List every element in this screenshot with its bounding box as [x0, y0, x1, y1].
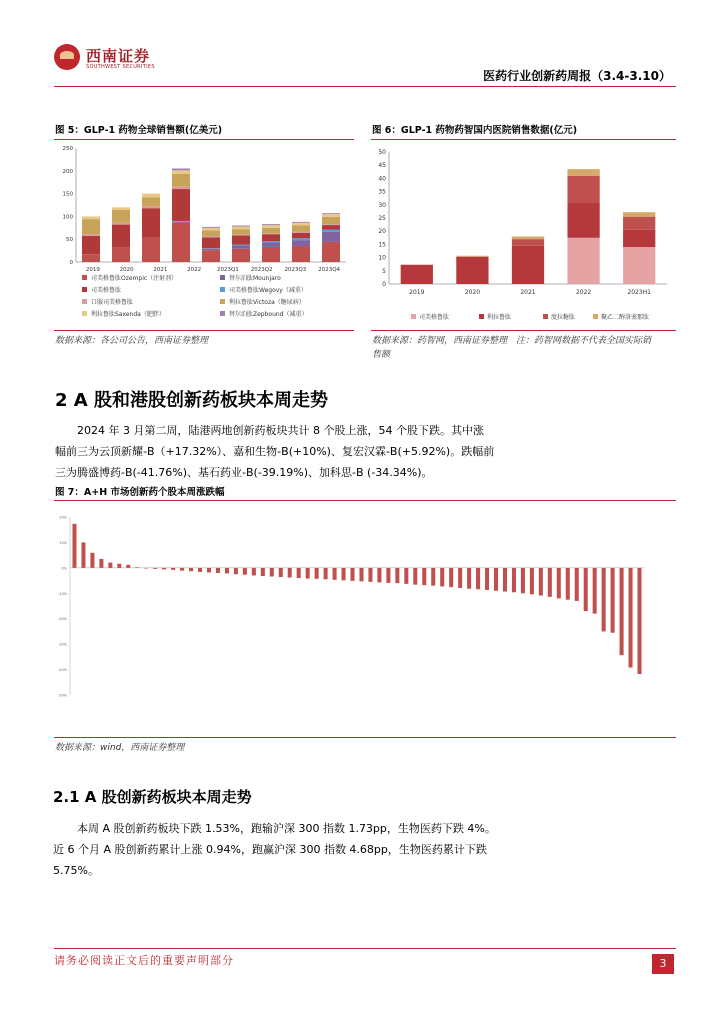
bar	[270, 568, 274, 577]
bar	[126, 565, 130, 568]
bar	[431, 568, 435, 586]
bar	[575, 568, 579, 601]
bar-segment	[142, 238, 160, 262]
bar-segment	[172, 169, 190, 171]
bar	[288, 568, 292, 578]
report-title: 医药行业创新药周报（3.4-3.10）	[483, 69, 671, 83]
legend-swatch	[82, 287, 87, 292]
bar	[261, 568, 265, 576]
bar-segment	[292, 246, 310, 262]
x-tick-label: 2021	[153, 267, 168, 273]
y-tick-label: 250	[62, 146, 73, 152]
bar	[368, 568, 372, 582]
bar	[297, 568, 301, 578]
x-tick-label: 2023H1	[627, 289, 652, 296]
bar	[252, 568, 256, 576]
bar	[108, 563, 112, 568]
bar	[539, 568, 543, 596]
bar-segment	[172, 170, 190, 174]
bar	[117, 564, 121, 568]
footer-disclaimer: 请务必阅读正文后的重要声明部分	[54, 954, 234, 967]
bar	[243, 568, 247, 575]
bar	[521, 568, 525, 593]
bar	[637, 568, 641, 674]
bar	[611, 568, 615, 633]
bar-segment	[262, 247, 280, 262]
bar	[207, 568, 211, 573]
bar-segment	[322, 230, 340, 232]
bar	[503, 568, 507, 592]
bar-segment	[142, 208, 160, 238]
bar	[440, 568, 444, 587]
brand-name: 西南证券	[86, 47, 151, 65]
bar	[395, 568, 399, 583]
bar	[315, 568, 319, 579]
bar-segment	[232, 235, 250, 236]
bar	[198, 568, 202, 572]
y-tick-label: 0%	[61, 566, 67, 571]
bar	[512, 568, 516, 592]
bar-segment	[82, 236, 100, 254]
brand-name-en: SOUTHWEST SECURITIES	[86, 64, 155, 70]
bar-segment	[292, 226, 310, 232]
footer-divider	[54, 948, 676, 949]
bar-segment	[322, 242, 340, 262]
bar	[306, 568, 310, 579]
section-paragraph	[55, 420, 521, 483]
bar-segment	[262, 224, 280, 225]
paragraph-line: 幅前三为云顶新耀-B（+17.32%）、嘉和生物-B(+10%)、复宏汉霖-B(+5.92%)。跌幅前	[55, 445, 495, 458]
x-tick-label: 2019	[85, 267, 100, 273]
x-tick-label: 2023Q3	[284, 267, 307, 273]
bar	[386, 568, 390, 583]
bar-segment	[112, 207, 130, 210]
y-tick-label: 10%	[59, 540, 67, 545]
bar-segment	[82, 234, 100, 236]
y-tick-label: -30%	[57, 642, 67, 647]
bar-segment	[456, 256, 488, 257]
x-tick-label: 2023Q4	[318, 267, 341, 273]
bar-segment	[232, 249, 250, 262]
bar	[171, 568, 175, 570]
legend-swatch	[82, 311, 87, 316]
bar	[404, 568, 408, 584]
bar-segment	[172, 189, 190, 221]
legend-label: 聚乙二醇洛塞那肽	[601, 314, 650, 321]
bar	[476, 568, 480, 589]
legend-label: 利拉鲁肽Victoza（糖尿病）	[229, 299, 305, 306]
bar-segment	[172, 174, 190, 187]
bar	[81, 542, 85, 567]
y-tick-label: 50	[378, 149, 386, 156]
bar-segment	[112, 210, 130, 223]
bar-segment	[232, 245, 250, 246]
bar-segment	[232, 246, 250, 249]
bar-segment	[512, 239, 544, 246]
bar	[225, 568, 229, 574]
bar-segment	[232, 226, 250, 229]
paragraph-line: 三为腾盛博药-B(-41.76%)、基石药业-B(-39.19%)、加科思-B (-34.34%)。	[55, 466, 433, 479]
bar	[377, 568, 381, 582]
bar-segment	[142, 206, 160, 208]
bar	[548, 568, 552, 597]
bar-segment	[623, 247, 655, 284]
figure6-divider	[371, 139, 676, 140]
bar	[324, 568, 328, 579]
bar-segment	[262, 234, 280, 241]
bar-segment	[292, 233, 310, 238]
bar-segment	[292, 238, 310, 240]
x-tick-label: 2022	[187, 267, 202, 273]
bar-segment	[512, 236, 544, 239]
bar-segment	[112, 223, 130, 225]
bar-segment	[567, 238, 599, 284]
figure6-bottom-divider	[371, 330, 676, 331]
bar-segment	[112, 247, 130, 262]
y-tick-label: 40	[378, 175, 386, 183]
bar-segment	[262, 228, 280, 233]
bar-segment	[322, 232, 340, 242]
bar	[135, 567, 139, 568]
bar-segment	[262, 241, 280, 242]
y-tick-label: 20	[378, 228, 386, 236]
bar	[180, 568, 184, 571]
bar	[593, 568, 597, 614]
bar	[629, 568, 633, 668]
bar	[350, 568, 354, 581]
y-tick-label: -50%	[57, 693, 67, 698]
bar-segment	[292, 223, 310, 226]
bar	[467, 568, 471, 589]
x-tick-label: 2022	[575, 289, 592, 296]
bar	[530, 568, 534, 594]
y-tick-label: 50	[66, 237, 73, 244]
bar-segment	[292, 222, 310, 223]
figure7-divider	[54, 500, 676, 501]
bar	[602, 568, 606, 632]
y-tick-label: -10%	[57, 591, 67, 596]
y-tick-label: 45	[378, 162, 386, 170]
legend-swatch	[220, 311, 225, 316]
bar	[162, 568, 166, 570]
bar	[144, 568, 148, 569]
legend-label: 利拉鲁肽Saxenda（肥胖）	[91, 311, 165, 318]
figure5-source: 数据来源：各公司公告，西南证券整理	[55, 336, 209, 346]
legend-label: 替尔泊肽Zepbound（减重）	[229, 311, 308, 318]
bar-segment	[232, 236, 250, 245]
bar	[90, 553, 94, 568]
legend-label: 司美格鲁肽	[419, 314, 450, 321]
figure7-source: 数据来源：wind，西南证券整理	[55, 743, 185, 753]
figure7-chart	[54, 505, 676, 735]
bar-segment	[232, 229, 250, 234]
figure6-title: 图 6：GLP-1 药物药智国内医院销售数据(亿元)	[372, 125, 578, 136]
bar	[216, 568, 220, 573]
legend-swatch	[479, 314, 484, 319]
bar	[422, 568, 426, 585]
legend-label: 口服司美格鲁肽	[91, 299, 134, 306]
legend-swatch	[220, 275, 225, 280]
y-tick-label: 5	[382, 267, 386, 275]
bar-segment	[172, 187, 190, 189]
bar-segment	[623, 230, 655, 247]
y-tick-label: 200	[62, 168, 73, 175]
bar-segment	[202, 249, 220, 250]
bar	[359, 568, 363, 581]
legend-label: 司美格鲁肽	[91, 287, 122, 294]
legend-swatch	[82, 275, 87, 280]
x-tick-label: 2020	[464, 289, 481, 296]
bar	[279, 568, 283, 577]
bar-segment	[623, 212, 655, 216]
figure7-title: 图 7：A+H 市场创新药个股本周涨跌幅	[55, 487, 225, 498]
bar-segment	[292, 232, 310, 233]
figure5-divider	[54, 139, 354, 140]
bar-segment	[202, 228, 220, 231]
bar-segment	[82, 254, 100, 262]
legend-label: 度拉糖肽	[551, 314, 576, 321]
bar-segment	[82, 219, 100, 234]
figure6-source-line1: 数据来源：药智网，西南证券整理 注：药智网数据不代表全国实际销	[372, 336, 652, 346]
legend-label: 司美格鲁肽Ozempic（注射剂）	[91, 275, 178, 282]
bar	[234, 568, 238, 574]
bar-segment	[142, 194, 160, 198]
y-tick-label: 10	[378, 254, 386, 262]
bar	[99, 559, 103, 568]
bar-segment	[322, 224, 340, 225]
y-tick-label: -20%	[57, 617, 67, 622]
bar-segment	[322, 214, 340, 217]
bar	[153, 568, 157, 569]
bar-segment	[567, 176, 599, 202]
paragraph-line: 5.75%。	[53, 864, 99, 877]
legend-label: 利拉鲁肽	[487, 314, 512, 321]
bar-segment	[456, 257, 488, 284]
y-tick-label: -40%	[57, 668, 67, 673]
bar-segment	[172, 222, 190, 262]
subsection-heading: 2.1 A 股创新药板块本周走势	[53, 788, 252, 806]
bar	[333, 568, 337, 580]
figure6-source-line2: 售额	[372, 350, 391, 360]
legend-swatch	[543, 314, 548, 319]
y-tick-label: 0	[382, 281, 386, 288]
bar-segment	[172, 221, 190, 222]
bar	[72, 524, 76, 568]
bar-segment	[262, 233, 280, 234]
figure5-bottom-divider	[54, 330, 354, 331]
bar	[620, 568, 624, 655]
section-heading: 2 A 股和港股创新药板块本周走势	[55, 390, 328, 411]
bar	[449, 568, 453, 587]
bar-segment	[262, 242, 280, 247]
x-tick-label: 2023Q2	[250, 267, 273, 273]
bar-segment	[401, 265, 433, 284]
bar	[494, 568, 498, 591]
bar-segment	[623, 217, 655, 230]
bar	[189, 568, 193, 571]
y-tick-label: 15	[378, 241, 386, 249]
y-tick-label: 30	[378, 201, 386, 209]
bar-segment	[202, 237, 220, 248]
legend-swatch	[220, 287, 225, 292]
figure6-chart	[371, 142, 676, 330]
paragraph-line: 2024 年 3 月第二周，陆港两地创新药板块共计 8 个股上涨，54 个股下跌。其中涨	[77, 424, 484, 437]
bar-segment	[567, 202, 599, 238]
bar	[342, 568, 346, 580]
page-number: 3	[652, 954, 674, 974]
bar-segment	[512, 246, 544, 284]
figure7-bottom-divider	[54, 737, 676, 738]
legend-label: 司美格鲁肽Wegovy（减重）	[229, 287, 307, 294]
bar-segment	[202, 231, 220, 236]
bar	[458, 568, 462, 588]
paragraph-line: 近 6 个月 A 股创新药累计上涨 0.94%，跑赢沪深 300 指数 4.68pp，生物医药累计下跌	[53, 843, 487, 856]
bar-segment	[202, 250, 220, 262]
bar-segment	[322, 213, 340, 214]
header-divider	[54, 86, 676, 87]
legend-label: 替尔泊肽Mounjaro	[229, 275, 281, 282]
y-tick-label: 100	[62, 214, 73, 221]
x-tick-label: 2020	[119, 267, 134, 273]
x-tick-label: 2023Q1	[216, 267, 239, 273]
bar-segment	[292, 240, 310, 246]
bar	[566, 568, 570, 600]
x-tick-label: 2021	[520, 289, 536, 296]
figure5-title: 图 5：GLP-1 药物全球销售额(亿美元)	[55, 125, 223, 136]
figure5-chart	[54, 142, 354, 330]
y-tick-label: 25	[378, 215, 386, 222]
y-tick-label: 20%	[59, 515, 67, 520]
bar-segment	[82, 216, 100, 219]
bar-segment	[567, 169, 599, 176]
legend-swatch	[593, 314, 598, 319]
bar-segment	[232, 226, 250, 227]
bar-segment	[202, 227, 220, 228]
bar	[485, 568, 489, 590]
brand-logo-icon	[54, 44, 80, 70]
paragraph-line: 本周 A 股创新药板块下跌 1.53%，跑输沪深 300 指数 1.73pp，生物医药下跌 4%。	[77, 822, 496, 835]
legend-swatch	[220, 299, 225, 304]
subsection-paragraph	[53, 818, 521, 881]
bar-segment	[112, 225, 130, 248]
legend-swatch	[411, 314, 416, 319]
y-tick-label: 0	[69, 260, 73, 266]
bar-segment	[142, 197, 160, 206]
bar	[413, 568, 417, 585]
bar-segment	[322, 225, 340, 230]
bar-segment	[322, 217, 340, 224]
bar-segment	[202, 236, 220, 237]
y-tick-label: 35	[378, 188, 386, 196]
bar	[584, 568, 588, 611]
bar-segment	[262, 225, 280, 228]
y-tick-label: 150	[62, 191, 73, 198]
bar	[557, 568, 561, 599]
legend-swatch	[82, 299, 87, 304]
x-tick-label: 2019	[409, 289, 425, 296]
